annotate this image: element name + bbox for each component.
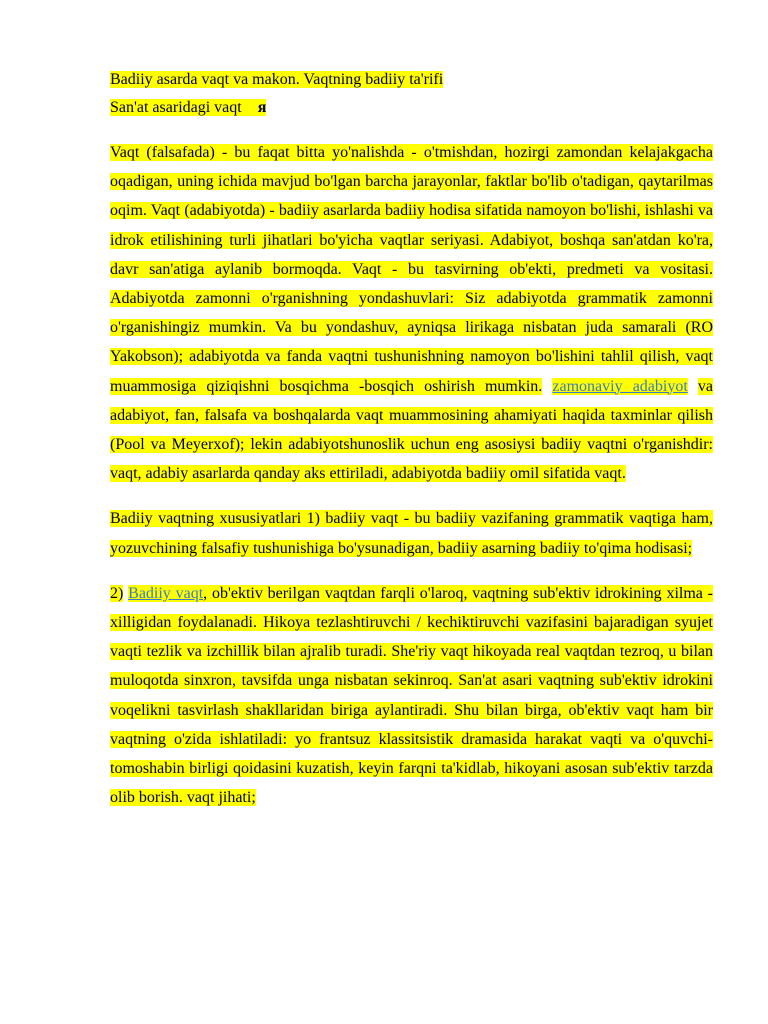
title-line-1: Badiiy asarda vaqt va makon. Vaqtning badiiy ta'rifi <box>110 71 444 88</box>
document-title <box>110 66 713 94</box>
paragraph-1 <box>110 138 713 488</box>
paragraph-1-text-b: va adabiyot, fan, falsafa va boshqalarda vaqt muammosining ahamiyati haqida taxminlar qilish (Pool va Meyerxof); lekin adabiyotshunoslik uchun eng asosiysi badiiy vaqtni o'rganishdir: vaqt, adabiy asarlarda qanday aks ettiriladi, adabiyotda badiiy omil sifatida vaqt. <box>110 377 714 483</box>
paragraph-1-link-wrap <box>552 378 687 395</box>
paragraph-2-text: Badiiy vaqtning xususiyatlari 1) badiiy vaqt - bu badiiy vazifaning grammatik vaqtiga ham, yozuvchining falsafiy tushunishiga bo'ysunadigan, badiiy asarning badiiy to'qima hodisasi; <box>110 510 713 557</box>
paragraph-3-text: , ob'ektiv berilgan vaqtdan farqli o'laroq, vaqtning sub'ektiv idrokining xilma -xilligidan foydalanadi. Hikoya tezlashtiruvchi / kechiktiruvchi vazifasini bajaradigan syujet vaqti tezlik va izchillik bilan ajralib turadi. She'riy vaqt hikoyada real vaqtdan tezroq, u bilan muloqotda sinxron, tavsifda unga nisbatan sekinroq. San'at asari vaqtning sub'ektiv idrokini voqelikni tasvirlash shakllaridan biriga aylantiradi. Shu bilan birga, ob'ektiv vaqt ham bir vaqtning o'zida ishlatiladi: yo frantsuz klassitsistik dramasida harakat vaqti va o'quvchi-tomoshabin birligi qoidasini kuzatish, keyin farqni ta'kidlab, hikoyani asosan sub'ektiv tarzda olib borish. vaqt jihati; <box>110 584 714 807</box>
paragraph-3-prefix: 2) <box>110 584 124 602</box>
subtitle-text: San'at asaridagi vaqt <box>110 99 242 116</box>
badiiy-vaqt-link[interactable]: Badiiy vaqt <box>128 584 204 602</box>
paragraph-3 <box>110 579 713 813</box>
paragraph-1-text-a: Vaqt (falsafada) - bu faqat bitta yo'nalishda - o'tmishdan, hozirgi zamondan kelajakgacha oqadigan, uning ichida mavjud bo'lgan barcha jarayonlar, faktlar bo'lib o'tadigan, qaytarilmas oqim. Vaqt (adabiyotda) - badiiy asarlarda badiiy hodisa sifatida namoyon bo'lishi, ishlashi va idrok etilishining turli jihatlari bo'yicha vaqtlar seriyasi. Adabiyot, boshqa san'atdan ko'ra, davr san'atiga aylanib bormoqda. Vaqt - bu tasvirning ob'ekti, predmeti va vositasi. Adabiyotda zamonni o'rganishning yondashuvlari: Siz adabiyotda grammatik zamonni o'rganishingiz mumkin. Va bu yondashuv, ayniqsa lirikaga nisbatan juda samarali (RO Yakobson); adabiyotda va fanda vaqtni tushunishning namoyon bo'lishini tahlil qilish, vaqt muammosiga qiziqishni bosqichma -bosqich oshirish mumkin. <box>110 144 713 395</box>
zamonaviy-adabiyot-link[interactable]: zamonaviy adabiyot <box>552 377 688 395</box>
document-page <box>110 66 713 812</box>
document-subtitle <box>110 94 713 122</box>
subtitle-suffix: я <box>257 99 267 116</box>
title-line-2 <box>110 99 266 116</box>
paragraph-3-link-wrap <box>128 585 203 602</box>
paragraph-2 <box>110 504 713 562</box>
